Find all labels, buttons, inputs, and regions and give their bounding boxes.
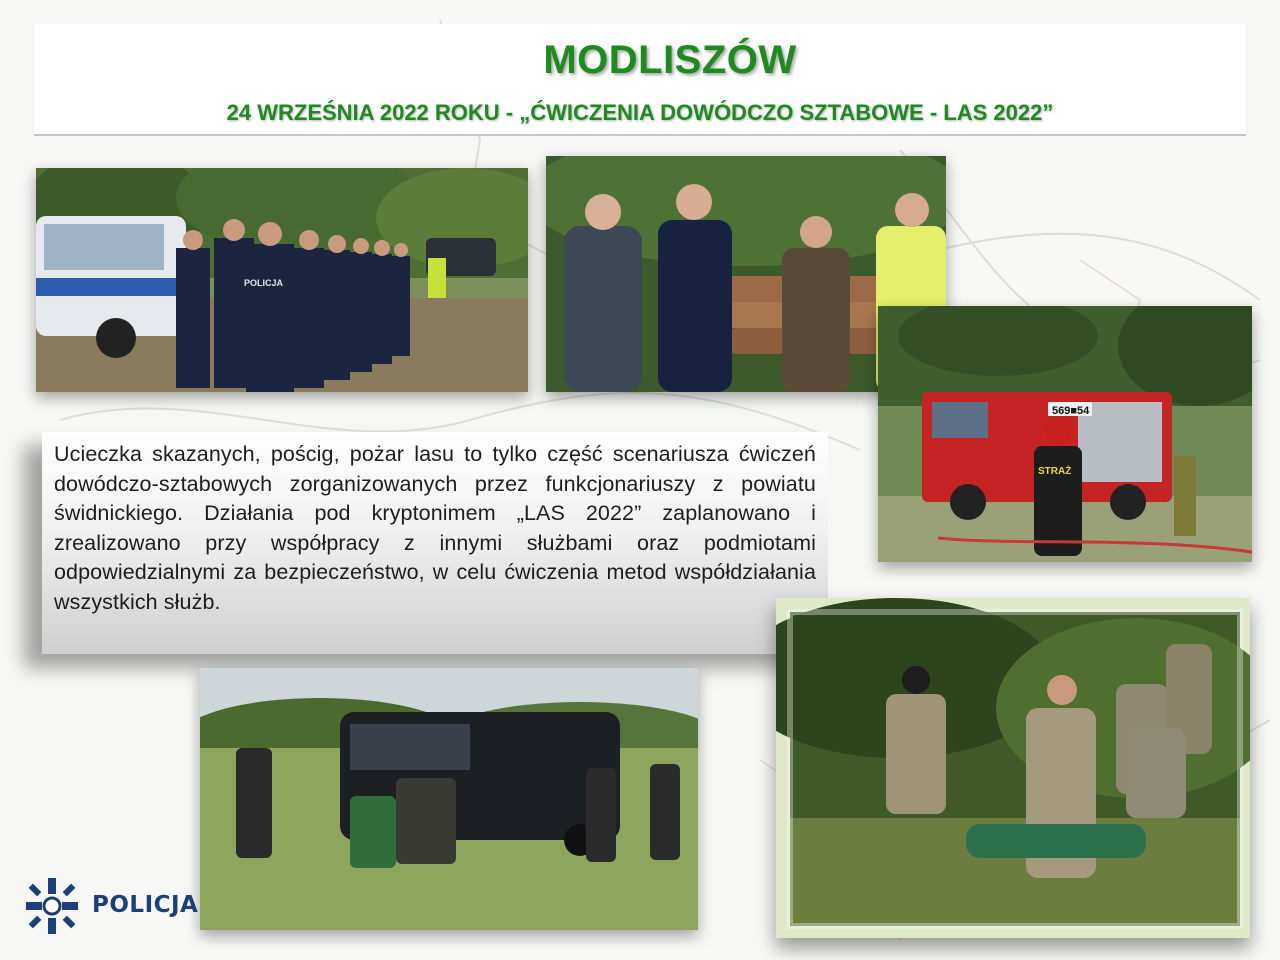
header-banner bbox=[34, 24, 1246, 136]
description-box bbox=[42, 432, 828, 654]
description-text: Ucieczka skazanych, pościg, pożar lasu to tylko część scenariusza ćwiczeń dowódczo-sztabowych zorganizowanych przez funkcjonariuszy z powiatu świdnickiego. Działania pod kryptonimem „LAS 2022” zaplanowano i zrealizowano przy współpracy z innymi służbami oraz podmiotami odpowiedzialnymi za bezpieczeństwo, w celu ćwiczenia metod współdziałania wszystkich służb. bbox=[54, 442, 816, 614]
police-vest-text: POLICJA bbox=[244, 278, 284, 288]
photo-tactical-arrest bbox=[776, 598, 1250, 938]
police-logo-text: POLICJA bbox=[92, 892, 199, 918]
police-logo bbox=[24, 876, 199, 936]
photo-police-formation bbox=[36, 168, 528, 392]
photo-tactical-van bbox=[200, 668, 698, 930]
page-title: MODLISZÓW bbox=[543, 38, 797, 82]
police-star-icon bbox=[24, 876, 80, 936]
photo-fire-truck bbox=[878, 306, 1252, 562]
page-subtitle: 24 WRZEŚNIA 2022 ROKU - „ĆWICZENIA DOWÓDCZO SZTABOWE - LAS 2022” bbox=[226, 100, 1054, 125]
firefighter-text: STRAŻ bbox=[1038, 466, 1072, 477]
fire-truck-number: 569■54 bbox=[1052, 405, 1090, 417]
